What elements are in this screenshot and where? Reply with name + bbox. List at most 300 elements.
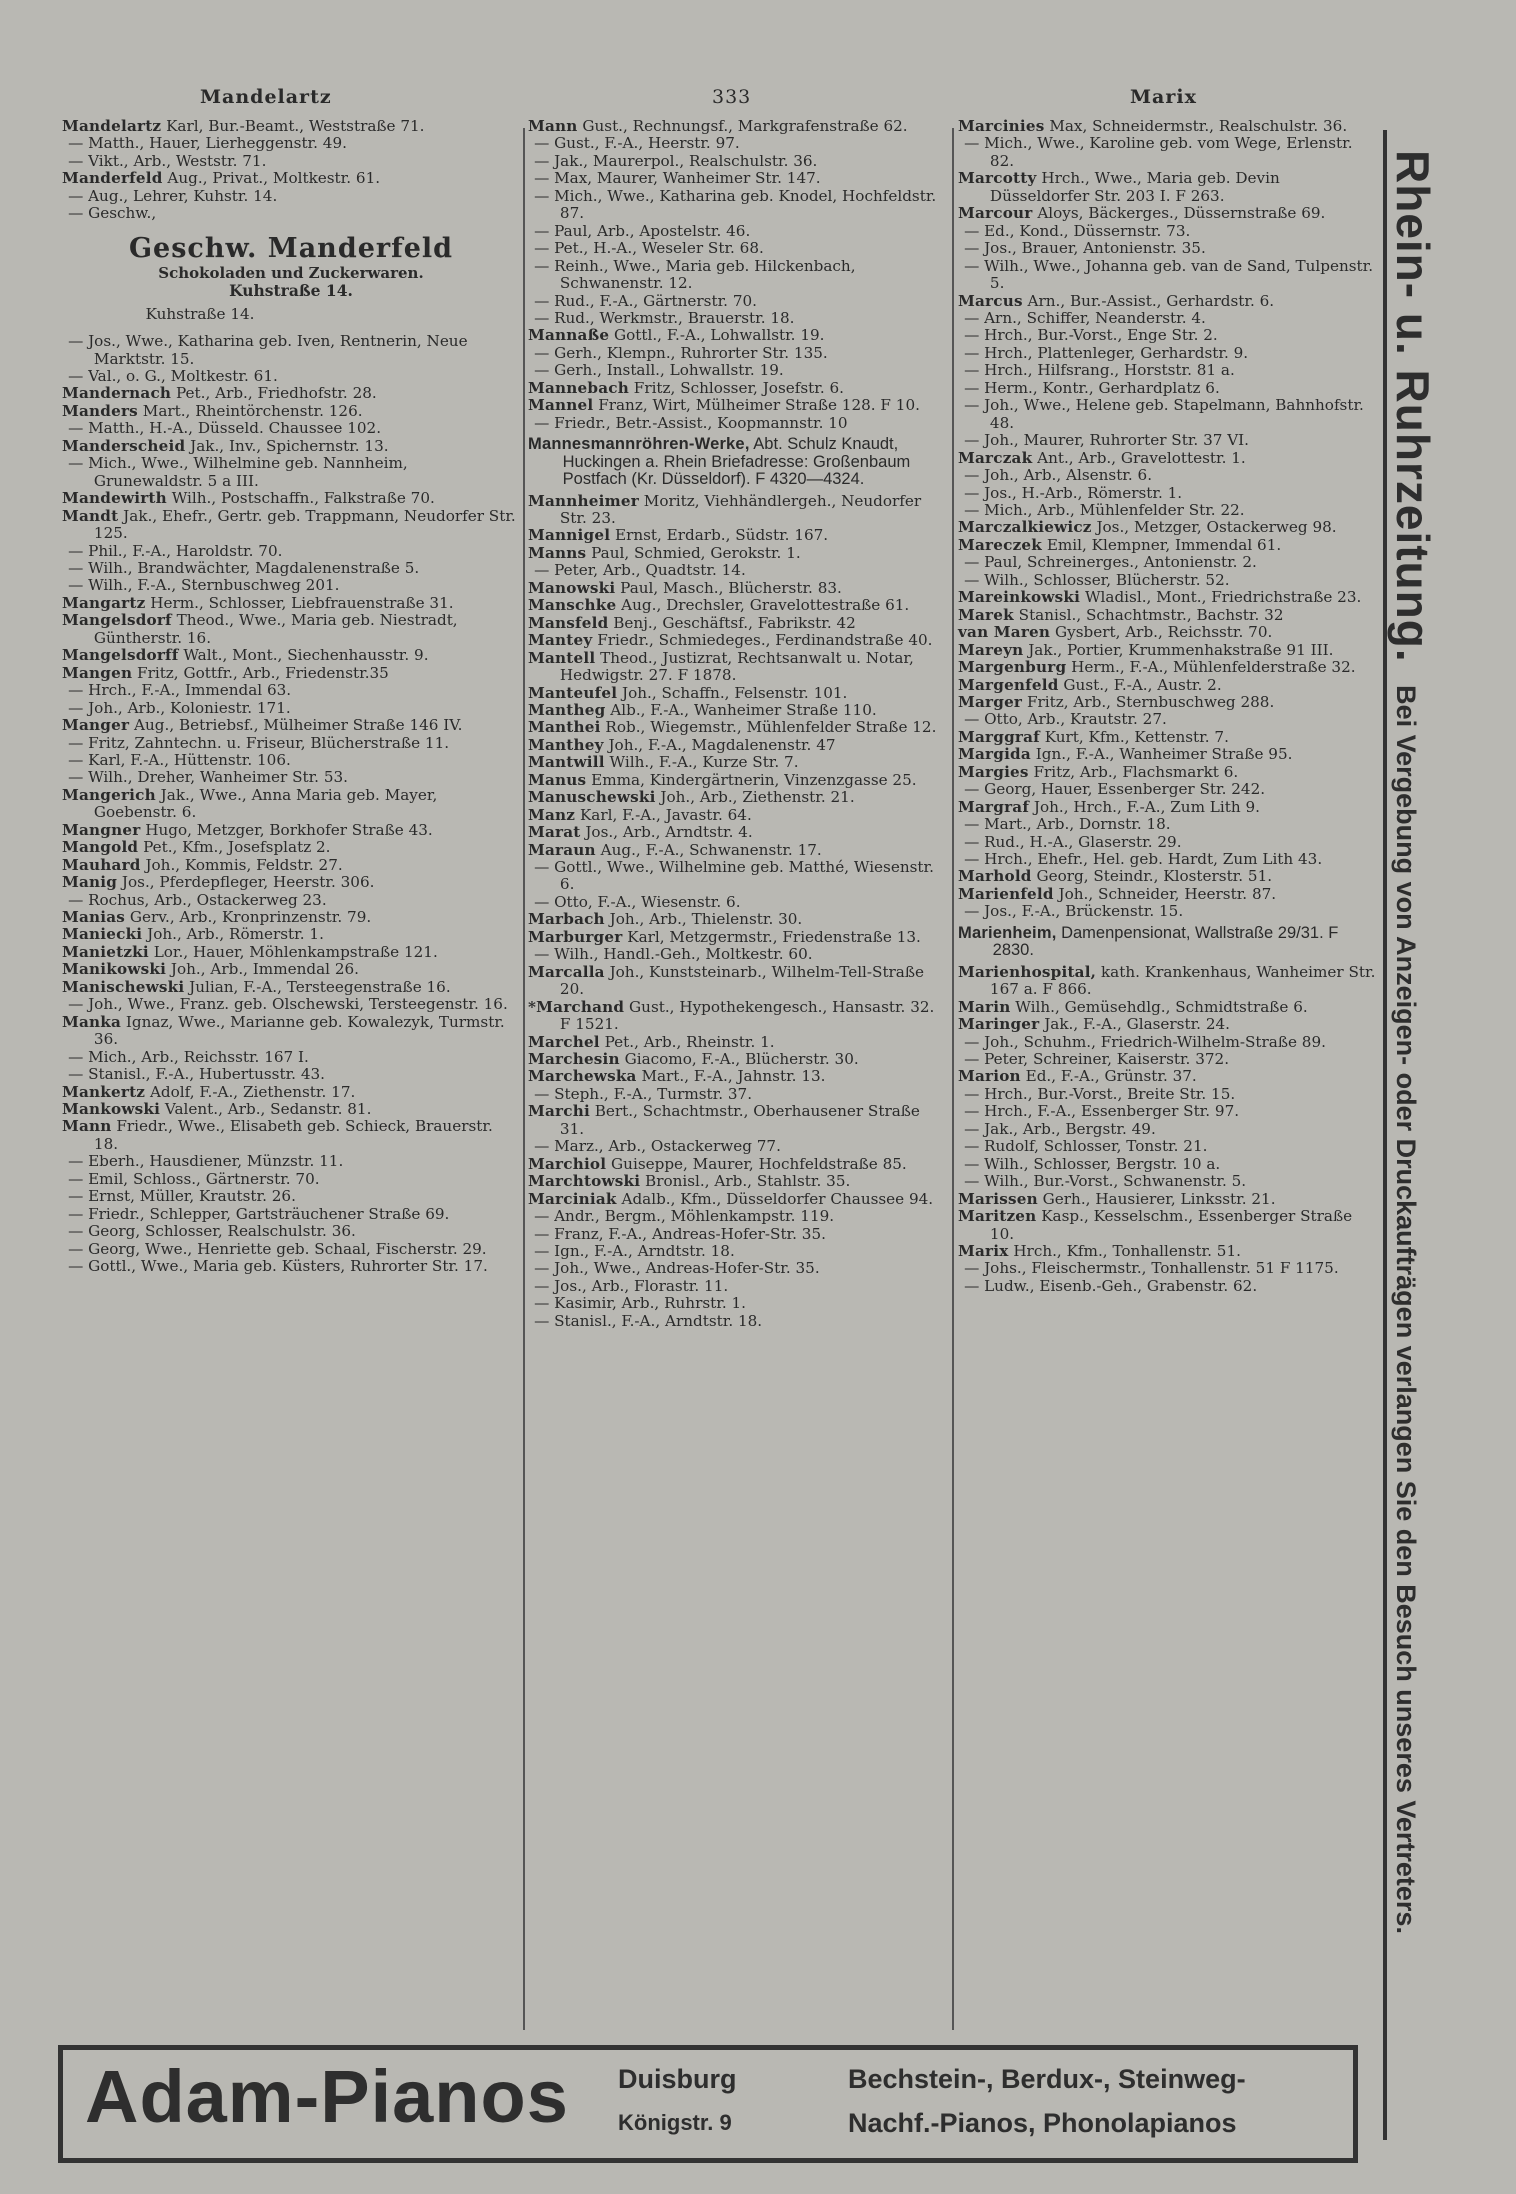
directory-entry [958, 1191, 1376, 1208]
entry-details: Emil, Schloss., Gärtnerstr. 70. [88, 1169, 320, 1188]
directory-entry [958, 1086, 1376, 1103]
running-head-right: Marix [1130, 86, 1197, 108]
entry-details: Gerh., Hausierer, Linksstr. 21. [1042, 1189, 1276, 1208]
entry-details: Pet., Arb., Friedhofstr. 28. [175, 384, 377, 403]
directory-entry [62, 1014, 520, 1049]
directory-entry [528, 632, 948, 649]
directory-entry [958, 746, 1376, 763]
ditto-dash: — [964, 396, 980, 415]
entry-surname: Mangner [62, 820, 141, 839]
entry-details: Wilh., Dreher, Wanheimer Str. 53. [88, 768, 348, 787]
entry-details: Herm., F.-A., Mühlenfelderstraße 32. [1071, 658, 1356, 677]
directory-entry [958, 1051, 1376, 1068]
entry-details: Gerh., Install., Lohwallstr. 19. [554, 361, 784, 380]
directory-entry [958, 925, 1376, 960]
running-head-left: Mandelartz [200, 86, 332, 108]
ditto-dash: — [534, 221, 550, 240]
ditto-dash: — [964, 832, 980, 851]
ditto-dash: — [68, 454, 84, 473]
directory-entry [528, 1278, 948, 1295]
entry-surname: Mannesmannröhren-Werke, [528, 435, 750, 454]
entry-details: Karl, Metzgermstr., Friedenstraße 13. [627, 927, 921, 946]
entry-surname: Mantell [528, 648, 596, 667]
directory-entry [528, 894, 948, 911]
directory-entry [62, 1066, 520, 1083]
directory-entry [958, 1208, 1376, 1243]
directory-entry [62, 787, 520, 822]
directory-entry [528, 1156, 948, 1173]
ditto-dash: — [964, 483, 980, 502]
ditto-dash: — [964, 1050, 980, 1069]
entry-surname: Mareinkowski [958, 588, 1081, 607]
side-banner [1386, 150, 1440, 1934]
entry-details: Pet., Kfm., Josefsplatz 2. [143, 838, 331, 857]
entry-details: Friedr., Wwe., Elisabeth geb. Schieck, Brauerstr. 18. [93, 1117, 493, 1153]
entry-surname: Marin [958, 997, 1011, 1016]
ditto-dash: — [68, 541, 84, 560]
entry-surname: Mankowski [62, 1100, 161, 1119]
entry-details: Karl, Bur.-Beamt., Weststraße 71. [166, 117, 425, 135]
entry-details: Joh., Kommis, Feldstr. 27. [145, 855, 343, 874]
entry-details: Gust., F.-A., Austr. 2. [1063, 675, 1222, 694]
entry-surname: Manns [528, 543, 587, 562]
entry-details: Wilh., Schlosser, Blücherstr. 52. [984, 570, 1230, 589]
entry-details: Eberh., Hausdiener, Münzstr. 11. [88, 1152, 344, 1171]
ad-line: Kuhstraße 14. [229, 281, 353, 301]
directory-entry [958, 729, 1376, 746]
ditto-dash: — [964, 134, 980, 153]
ditto-dash: — [68, 1257, 84, 1276]
directory-entry [528, 1138, 948, 1155]
ditto-dash: — [534, 1137, 550, 1156]
directory-entry [62, 1049, 520, 1066]
entry-details: Gust., Rechnungsf., Markgrafenstraße 62. [582, 117, 908, 135]
entry-details: Rudolf, Schlosser, Tonstr. 21. [984, 1137, 1208, 1156]
ditto-dash: — [964, 1137, 980, 1156]
entry-surname: Manderscheid [62, 436, 186, 455]
directory-entry [62, 665, 520, 682]
entry-details: Jak., Portier, Krummenhakstraße 91 III. [1028, 640, 1334, 659]
entry-details: kath. Krankenhaus, Wanheimer Str. 167 a. F 866. [989, 962, 1376, 999]
directory-entry [62, 385, 520, 402]
entry-details: Hugo, Metzger, Borkhofer Straße 43. [145, 820, 433, 839]
entry-details: Georg, Schlosser, Realschulstr. 36. [88, 1222, 356, 1241]
entry-details: Wilh., Handl.-Geh., Moltkestr. 60. [554, 945, 813, 964]
directory-entry [958, 677, 1376, 694]
directory-entry [62, 1206, 520, 1223]
directory-entry [528, 380, 948, 397]
ditto-dash: — [68, 419, 84, 438]
entry-details: Peter, Schreiner, Kaiserstr. 372. [984, 1050, 1230, 1069]
directory-entry [62, 735, 520, 752]
directory-entry [958, 432, 1376, 449]
directory-entry [62, 135, 520, 152]
entry-surname: Marcour [958, 204, 1033, 223]
entry-details: Wilh., Bur.-Vorst., Schwanenstr. 5. [984, 1172, 1247, 1191]
directory-entry [958, 964, 1376, 999]
directory-entry [958, 1034, 1376, 1051]
ditto-dash: — [964, 780, 980, 799]
entry-surname: Mangartz [62, 593, 146, 612]
entry-details: Joh., Wwe., Andreas-Hofer-Str. 35. [554, 1259, 820, 1278]
directory-entry [958, 572, 1376, 589]
entry-details: Benj., Geschäftsf., Fabrikstr. 42 [613, 613, 856, 632]
directory-entry [62, 944, 520, 961]
entry-details: Adalb., Kfm., Düsseldorfer Chaussee 94. [621, 1189, 934, 1208]
entry-details: Hrch., Bur.-Vorst., Breite Str. 15. [984, 1084, 1236, 1103]
directory-entry [528, 545, 948, 562]
entry-details: Paul, Schreinerges., Antonienstr. 2. [984, 553, 1257, 572]
ditto-dash: — [534, 308, 550, 327]
directory-entry [62, 612, 520, 647]
directory-entry [958, 554, 1376, 571]
entry-details: Steph., F.-A., Turmstr. 37. [554, 1084, 753, 1103]
ad-line: Geschw. Manderfeld [128, 232, 454, 264]
directory-entry [528, 911, 948, 928]
entry-details: Ign., F.-A., Arndtstr. 18. [554, 1242, 735, 1260]
entry-surname: Manger [62, 716, 130, 735]
ditto-dash: — [68, 134, 84, 153]
directory-entry [528, 999, 948, 1034]
directory-entry [62, 822, 520, 839]
entry-details: Jak., Arb., Bergstr. 49. [984, 1119, 1156, 1138]
entry-details: Andr., Bergm., Möhlenkampstr. 119. [554, 1207, 835, 1226]
entry-details: Julian, F.-A., Tersteegenstraße 16. [189, 977, 451, 996]
directory-entry [62, 769, 520, 786]
entry-details: Jak., Wwe., Anna Maria geb. Mayer, Goebenstr. 6. [93, 785, 438, 822]
ditto-dash: — [964, 1032, 980, 1051]
entry-surname: Marger [958, 692, 1023, 711]
address-line: Kuhstraße 14. [145, 304, 255, 323]
ditto-dash: — [964, 570, 980, 589]
directory-entry [528, 580, 948, 597]
entry-details: Hrch., F.-A., Immendal 63. [88, 681, 292, 700]
entry-surname: Manischewski [62, 977, 185, 996]
entry-surname: Mangerich [62, 785, 156, 804]
ditto-dash: — [534, 413, 550, 432]
ditto-dash: — [68, 1187, 84, 1206]
entry-surname: Marchi [528, 1102, 590, 1121]
entry-details: Wilh., Wwe., Johanna geb. van de Sand, Tulpenstr. 5. [984, 256, 1374, 293]
directory-entry [528, 1051, 948, 1068]
entry-surname: Mareyn [958, 640, 1024, 659]
entry-details: Stanisl., Schachtmstr., Bachstr. 32 [1018, 605, 1284, 624]
entry-surname: Mangelsdorf [62, 611, 172, 630]
ditto-dash: — [964, 500, 980, 519]
entry-surname: van Maren [958, 623, 1051, 642]
directory-entry [62, 717, 520, 734]
ditto-dash: — [68, 1047, 84, 1066]
entry-details: Mart., F.-A., Jahnstr. 13. [641, 1067, 826, 1086]
entry-details: Gust., F.-A., Heerstr. 97. [554, 134, 740, 153]
directory-entry [62, 857, 520, 874]
entry-surname: Marczak [958, 448, 1033, 467]
directory-entry [958, 327, 1376, 344]
directory-entry [528, 118, 948, 135]
directory-entry [528, 310, 948, 327]
directory-entry [528, 188, 948, 223]
ditto-dash: — [964, 1172, 980, 1191]
entry-details: Georg, Hauer, Essenberger Str. 242. [984, 780, 1266, 799]
directory-entry [62, 1171, 520, 1188]
entry-surname: Manig [62, 873, 118, 892]
entry-details: Rud., H.-A., Glaserstr. 29. [984, 832, 1182, 851]
entry-details: Franz, F.-A., Andreas-Hofer-Str. 35. [554, 1224, 826, 1243]
directory-entry [958, 1103, 1376, 1120]
directory-entry [62, 961, 520, 978]
ditto-dash: — [68, 1239, 84, 1258]
entry-details: Fritz, Arb., Flachsmarkt 6. [1033, 762, 1239, 781]
directory-entry [528, 719, 948, 736]
entry-surname: Marczalkiewicz [958, 518, 1092, 537]
ditto-dash: — [964, 1119, 980, 1138]
directory-column-2 [528, 118, 948, 1330]
directory-entry [958, 205, 1376, 222]
entry-details: Kurt, Kfm., Kettenstr. 7. [1044, 727, 1229, 746]
entry-surname: Mauhard [62, 855, 141, 874]
entry-details: Pet., Arb., Rheinstr. 1. [604, 1032, 775, 1051]
entry-details: Gottl., Wwe., Wilhelmine geb. Matthé, Wiesenstr. 6. [554, 858, 934, 894]
directory-entry [62, 455, 520, 490]
entry-details: Fritz, Arb., Sternbuschweg 288. [1026, 692, 1275, 711]
directory-entry [62, 368, 520, 385]
ditto-dash: — [964, 466, 980, 485]
directory-entry [958, 397, 1376, 432]
directory-entry [528, 859, 948, 894]
entry-details: Matth., H.-A., Düsseld. Chaussee 102. [88, 419, 382, 438]
ditto-dash: — [534, 256, 550, 275]
entry-details: Georg, Steindr., Klosterstr. 51. [1036, 867, 1273, 886]
ditto-dash: — [964, 815, 980, 834]
entry-details: Gerv., Arb., Kronprinzenstr. 79. [129, 908, 372, 927]
directory-entry [62, 700, 520, 717]
entry-details: Wilh., Gemüsehdlg., Schmidtstraße 6. [1015, 997, 1308, 1016]
entry-surname: Manikowski [62, 960, 167, 979]
directory-entry [62, 595, 520, 612]
ditto-dash: — [964, 378, 980, 397]
entry-details: Joh., Wwe., Helene geb. Stapelmann, Bahnhofstr. 48. [984, 396, 1364, 432]
directory-entry [62, 403, 520, 420]
ditto-dash: — [964, 553, 980, 572]
entry-details: Gerh., Klempn., Ruhrorter Str. 135. [554, 343, 828, 362]
entry-surname: Manschke [528, 596, 617, 615]
ditto-dash: — [964, 710, 980, 729]
ditto-dash: — [68, 1204, 84, 1223]
entry-details: Wilh., F.-A., Kurze Str. 7. [609, 753, 799, 772]
ditto-dash: — [964, 1276, 980, 1295]
directory-entry [62, 926, 520, 943]
entry-details: Aloys, Bäckerges., Düssernstraße 69. [1037, 204, 1326, 223]
entry-details: Hrch., Wwe., Maria geb. Devin Düsseldorfer Str. 203 I. F 263. [989, 169, 1280, 205]
ditto-dash: — [964, 850, 980, 869]
directory-entry [528, 562, 948, 579]
entry-details: Guiseppe, Maurer, Hochfeldstraße 85. [611, 1154, 907, 1173]
directory-entry [958, 642, 1376, 659]
entry-surname: Manowski [528, 578, 616, 597]
entry-details: Ludw., Eisenb.-Geh., Grabenstr. 62. [984, 1276, 1258, 1295]
directory-entry [62, 1241, 520, 1258]
directory-entry [528, 650, 948, 685]
ditto-dash: — [964, 361, 980, 380]
directory-entry [958, 834, 1376, 851]
entry-details: Mich., Arb., Mühlenfelder Str. 22. [984, 500, 1245, 519]
entry-surname: Margies [958, 762, 1029, 781]
entry-details: Giacomo, F.-A., Blücherstr. 30. [624, 1050, 859, 1069]
entry-details: Aug., Privat., Moltkestr. 61. [167, 169, 381, 188]
entry-surname: Mann [528, 117, 578, 135]
entry-details: Jos., H.-Arb., Römerstr. 1. [984, 483, 1183, 502]
entry-details: Arn., Bur.-Assist., Gerhardstr. 6. [1027, 291, 1275, 310]
directory-entry [528, 1243, 948, 1260]
directory-entry [958, 1156, 1376, 1173]
entry-details: Walt., Mont., Siechenhausstr. 9. [183, 646, 429, 665]
entry-details: Valent., Arb., Sedanstr. 81. [164, 1100, 372, 1119]
entry-details: Peter, Arb., Quadtstr. 14. [554, 561, 746, 580]
ditto-dash: — [964, 308, 980, 327]
ditto-dash: — [964, 239, 980, 258]
column-divider [523, 128, 525, 2030]
entry-details: Aug., F.-A., Schwanenstr. 17. [600, 840, 822, 859]
entry-surname: Mandewirth [62, 489, 167, 508]
directory-entry [62, 996, 520, 1013]
directory-entry [958, 1016, 1376, 1033]
entry-surname: Mantheg [528, 700, 606, 719]
entry-details: Joh., Kunststeinarb., Wilhelm-Tell-Straße 20. [559, 962, 924, 999]
entry-surname: Marchiol [528, 1154, 607, 1173]
entry-details: Ignaz, Wwe., Marianne geb. Kowalezyk, Turmstr. 36. [93, 1012, 505, 1049]
directory-entry [528, 1208, 948, 1225]
entry-details: Mart., Arb., Dornstr. 18. [984, 815, 1171, 834]
entry-surname: Marhold [958, 867, 1032, 886]
directory-entry [62, 892, 520, 909]
directory-entry [62, 508, 520, 543]
entry-details: Damenpensionat, Wallstraße 29/31. F 2830. [992, 923, 1339, 960]
ditto-dash: — [534, 1084, 550, 1103]
entry-details: Jak., Maurerpol., Realschulstr. 36. [554, 151, 818, 170]
ditto-dash: — [68, 768, 84, 787]
directory-entry [62, 420, 520, 437]
ditto-dash: — [68, 1169, 84, 1188]
entry-details: Joh., Arb., Koloniestr. 171. [88, 698, 291, 717]
entry-surname: Maniecki [62, 925, 143, 944]
entry-surname: Mantwill [528, 753, 605, 772]
entry-details: Joh., Maurer, Ruhrorter Str. 37 VI. [984, 431, 1250, 450]
entry-details: Wilh., Brandwächter, Magdalenenstraße 5. [88, 558, 420, 577]
entry-surname: Maraun [528, 840, 596, 859]
entry-surname: Mannel [528, 396, 594, 415]
entry-details: Arn., Schiffer, Neanderstr. 4. [984, 308, 1206, 327]
directory-entry [528, 1068, 948, 1085]
entry-details: Reinh., Wwe., Maria geb. Hilckenbach, Schwanenstr. 12. [554, 256, 856, 293]
directory-entry [958, 519, 1376, 536]
piano-advertisement [58, 2045, 1358, 2163]
directory-entry [528, 1173, 948, 1190]
entry-details: Rob., Wiegemstr., Mühlenfelder Straße 12. [605, 718, 937, 737]
entry-details: Georg, Wwe., Henriette geb. Schaal, Fischerstr. 29. [88, 1239, 487, 1258]
entry-details: Fritz, Schlosser, Josefstr. 6. [633, 378, 844, 397]
directory-column-1 [62, 118, 520, 1276]
ditto-dash: — [534, 239, 550, 258]
entry-details: Hrch., Ehefr., Hel. geb. Hardt, Zum Lith 43. [984, 850, 1323, 869]
ditto-dash: — [534, 151, 550, 170]
directory-entry [958, 607, 1376, 624]
ditto-dash: — [534, 1294, 550, 1313]
entry-surname: Manietzki [62, 942, 149, 961]
entry-details: Joh., F.-A., Magdalenenstr. 47 [608, 735, 836, 754]
directory-entry [62, 647, 520, 664]
ditto-dash: — [964, 343, 980, 362]
directory-entry [958, 135, 1376, 170]
page-number: 333 [712, 86, 752, 108]
directory-entry [528, 223, 948, 240]
shop-advertisement [62, 233, 520, 300]
directory-entry [958, 310, 1376, 327]
directory-entry [528, 702, 948, 719]
directory-entry [958, 223, 1376, 240]
entry-surname: Mansfeld [528, 613, 609, 632]
entry-details: Geschw., [88, 204, 157, 223]
directory-entry [528, 1295, 948, 1312]
entry-surname: Margraf [958, 797, 1030, 816]
directory-entry [528, 258, 948, 293]
ditto-dash: — [534, 561, 550, 580]
entry-details: Vikt., Arb., Weststr. 71. [88, 151, 267, 170]
directory-entry [958, 170, 1376, 205]
directory-entry [62, 1101, 520, 1118]
entry-surname: Marchesin [528, 1050, 620, 1069]
directory-column-3 [958, 118, 1376, 1295]
directory-entry [528, 135, 948, 152]
entry-surname: Manz [528, 805, 576, 824]
directory-entry [528, 1191, 948, 1208]
ditto-dash: — [964, 1084, 980, 1103]
ditto-dash: — [534, 343, 550, 362]
entry-surname: Margida [958, 745, 1031, 764]
ditto-dash: — [534, 1259, 550, 1278]
entry-details: Fritz, Gottfr., Arb., Friedenstr.35 [137, 663, 389, 682]
entry-details: Joh., Hrch., F.-A., Zum Lith 9. [1033, 797, 1260, 816]
directory-entry [958, 467, 1376, 484]
directory-entry [958, 502, 1376, 519]
entry-details: Joh., Arb., Ziethenstr. 21. [660, 788, 855, 807]
directory-entry [528, 327, 948, 344]
directory-entry [958, 694, 1376, 711]
entry-details: Joh., Arb., Alsenstr. 6. [984, 466, 1153, 485]
directory-entry [958, 764, 1376, 781]
entry-details: Gottl., Wwe., Maria geb. Küsters, Ruhrorter Str. 17. [88, 1257, 488, 1276]
entry-surname: Mannigel [528, 526, 611, 545]
directory-entry [62, 839, 520, 856]
entry-details: Theod., Justizrat, Rechtsanwalt u. Notar, Hedwigstr. 27. F 1878. [559, 648, 914, 685]
ditto-dash: — [68, 366, 84, 385]
ditto-dash: — [534, 134, 550, 153]
directory-entry [62, 188, 520, 205]
directory-entry [958, 1260, 1376, 1277]
entry-details: Johs., Fleischermstr., Tonhallenstr. 51 F 1175. [984, 1259, 1339, 1278]
entry-details: Friedr., Betr.-Assist., Koopmannstr. 10 [554, 413, 848, 432]
entry-details: Stanisl., F.-A., Hubertusstr. 43. [88, 1065, 325, 1084]
ditto-dash: — [68, 1065, 84, 1084]
entry-details: Joh., Arb., Immendal 26. [170, 960, 359, 979]
ditto-dash: — [68, 698, 84, 717]
directory-entry [62, 1223, 520, 1240]
entry-surname: Manthei [528, 718, 601, 737]
entry-details: Jos., Arb., Arndtstr. 4. [585, 823, 753, 842]
ditto-dash: — [68, 750, 84, 769]
ditto-dash: — [68, 332, 84, 351]
directory-entry [528, 842, 948, 859]
entry-details: Emma, Kindergärtnerin, Vinzenzgasse 25. [591, 770, 917, 789]
